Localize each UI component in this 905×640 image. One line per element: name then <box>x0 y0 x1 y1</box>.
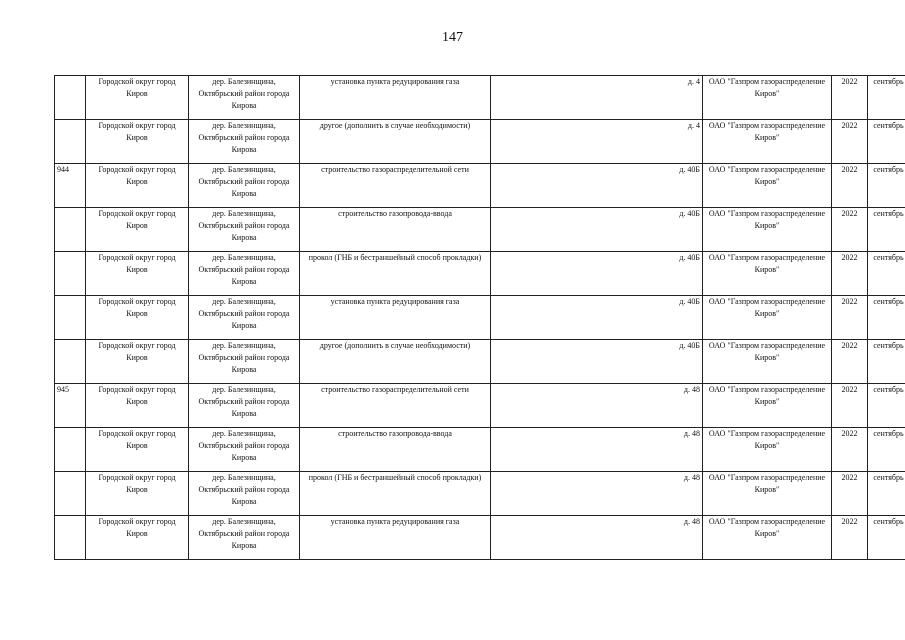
district-cell: Городской округ город Киров <box>86 472 189 516</box>
work-type-cell: другое (дополнить в случае необходимости) <box>300 120 491 164</box>
locality-cell: дер. Балезинщина, Октябрьский район города Кирова <box>189 252 300 296</box>
year-cell: 2022 <box>832 516 868 560</box>
table-row <box>55 340 905 384</box>
row-number <box>55 340 86 384</box>
table-row <box>55 428 905 472</box>
organization-cell: ОАО "Газпром газораспределение Киров" <box>703 296 832 340</box>
locality-cell: дер. Балезинщина, Октябрьский район города Кирова <box>189 384 300 428</box>
district-cell: Городской округ город Киров <box>86 252 189 296</box>
work-type-cell: прокол (ГНБ и бестраншейный способ прокладки) <box>300 472 491 516</box>
locality-cell: дер. Балезинщина, Октябрьский район города Кирова <box>189 296 300 340</box>
house-number-cell: д. 48 <box>491 384 703 428</box>
locality-cell: дер. Балезинщина, Октябрьский район города Кирова <box>189 516 300 560</box>
district-cell: Городской округ город Киров <box>86 120 189 164</box>
house-number-cell: д. 48 <box>491 516 703 560</box>
district-cell: Городской округ город Киров <box>86 76 189 120</box>
locality-cell: дер. Балезинщина, Октябрьский район города Кирова <box>189 428 300 472</box>
row-number <box>55 296 86 340</box>
month-cell: сентябрь <box>868 516 905 560</box>
row-number: 944 <box>55 164 86 208</box>
work-type-cell: другое (дополнить в случае необходимости) <box>300 340 491 384</box>
month-cell: сентябрь <box>868 120 905 164</box>
house-number-cell: д. 40Б <box>491 208 703 252</box>
year-cell: 2022 <box>832 340 868 384</box>
house-number-cell: д. 4 <box>491 76 703 120</box>
table-row <box>55 296 905 340</box>
organization-cell: ОАО "Газпром газораспределение Киров" <box>703 76 832 120</box>
year-cell: 2022 <box>832 252 868 296</box>
row-number <box>55 76 86 120</box>
month-cell: сентябрь <box>868 252 905 296</box>
organization-cell: ОАО "Газпром газораспределение Киров" <box>703 340 832 384</box>
year-cell: 2022 <box>832 384 868 428</box>
work-type-cell: установка пункта редуцирования газа <box>300 76 491 120</box>
work-type-cell: строительство газопровода-ввода <box>300 208 491 252</box>
work-type-cell: установка пункта редуцирования газа <box>300 296 491 340</box>
table-row <box>55 472 905 516</box>
locality-cell: дер. Балезинщина, Октябрьский район города Кирова <box>189 208 300 252</box>
district-cell: Городской округ город Киров <box>86 340 189 384</box>
house-number-cell: д. 40Б <box>491 340 703 384</box>
work-type-cell: прокол (ГНБ и бестраншейный способ прокладки) <box>300 252 491 296</box>
locality-cell: дер. Балезинщина, Октябрьский район города Кирова <box>189 120 300 164</box>
district-cell: Городской округ город Киров <box>86 164 189 208</box>
district-cell: Городской округ город Киров <box>86 296 189 340</box>
locality-cell: дер. Балезинщина, Октябрьский район города Кирова <box>189 340 300 384</box>
district-cell: Городской округ город Киров <box>86 208 189 252</box>
organization-cell: ОАО "Газпром газораспределение Киров" <box>703 428 832 472</box>
table-row <box>55 76 905 120</box>
month-cell: сентябрь <box>868 384 905 428</box>
row-number <box>55 472 86 516</box>
table-row <box>55 120 905 164</box>
locality-cell: дер. Балезинщина, Октябрьский район города Кирова <box>189 164 300 208</box>
locality-cell: дер. Балезинщина, Октябрьский район города Кирова <box>189 76 300 120</box>
year-cell: 2022 <box>832 296 868 340</box>
page-number: 147 <box>442 30 463 45</box>
table-row <box>55 252 905 296</box>
house-number-cell: д. 40Б <box>491 252 703 296</box>
year-cell: 2022 <box>832 76 868 120</box>
organization-cell: ОАО "Газпром газораспределение Киров" <box>703 252 832 296</box>
house-number-cell: д. 48 <box>491 472 703 516</box>
organization-cell: ОАО "Газпром газораспределение Киров" <box>703 164 832 208</box>
house-number-cell: д. 48 <box>491 428 703 472</box>
table-row <box>55 164 905 208</box>
year-cell: 2022 <box>832 164 868 208</box>
year-cell: 2022 <box>832 120 868 164</box>
work-type-cell: строительство газопровода-ввода <box>300 428 491 472</box>
district-cell: Городской округ город Киров <box>86 384 189 428</box>
row-number <box>55 120 86 164</box>
table-row <box>55 208 905 252</box>
year-cell: 2022 <box>832 208 868 252</box>
house-number-cell: д. 40Б <box>491 296 703 340</box>
year-cell: 2022 <box>832 472 868 516</box>
month-cell: сентябрь <box>868 208 905 252</box>
house-number-cell: д. 4 <box>491 120 703 164</box>
month-cell: сентябрь <box>868 428 905 472</box>
locality-cell: дер. Балезинщина, Октябрьский район города Кирова <box>189 472 300 516</box>
month-cell: сентябрь <box>868 164 905 208</box>
work-type-cell: строительство газораспределительной сети <box>300 384 491 428</box>
table-row <box>55 516 905 560</box>
organization-cell: ОАО "Газпром газораспределение Киров" <box>703 516 832 560</box>
organization-cell: ОАО "Газпром газораспределение Киров" <box>703 472 832 516</box>
row-number <box>55 208 86 252</box>
row-number: 945 <box>55 384 86 428</box>
house-number-cell: д. 40Б <box>491 164 703 208</box>
organization-cell: ОАО "Газпром газораспределение Киров" <box>703 384 832 428</box>
month-cell: сентябрь <box>868 472 905 516</box>
year-cell: 2022 <box>832 428 868 472</box>
work-type-cell: установка пункта редуцирования газа <box>300 516 491 560</box>
district-cell: Городской округ город Киров <box>86 428 189 472</box>
work-type-cell: строительство газораспределительной сети <box>300 164 491 208</box>
row-number <box>55 252 86 296</box>
organization-cell: ОАО "Газпром газораспределение Киров" <box>703 208 832 252</box>
month-cell: сентябрь <box>868 296 905 340</box>
works-table <box>54 75 905 560</box>
organization-cell: ОАО "Газпром газораспределение Киров" <box>703 120 832 164</box>
row-number <box>55 516 86 560</box>
district-cell: Городской округ город Киров <box>86 516 189 560</box>
table-row <box>55 384 905 428</box>
row-number <box>55 428 86 472</box>
month-cell: сентябрь <box>868 76 905 120</box>
month-cell: сентябрь <box>868 340 905 384</box>
